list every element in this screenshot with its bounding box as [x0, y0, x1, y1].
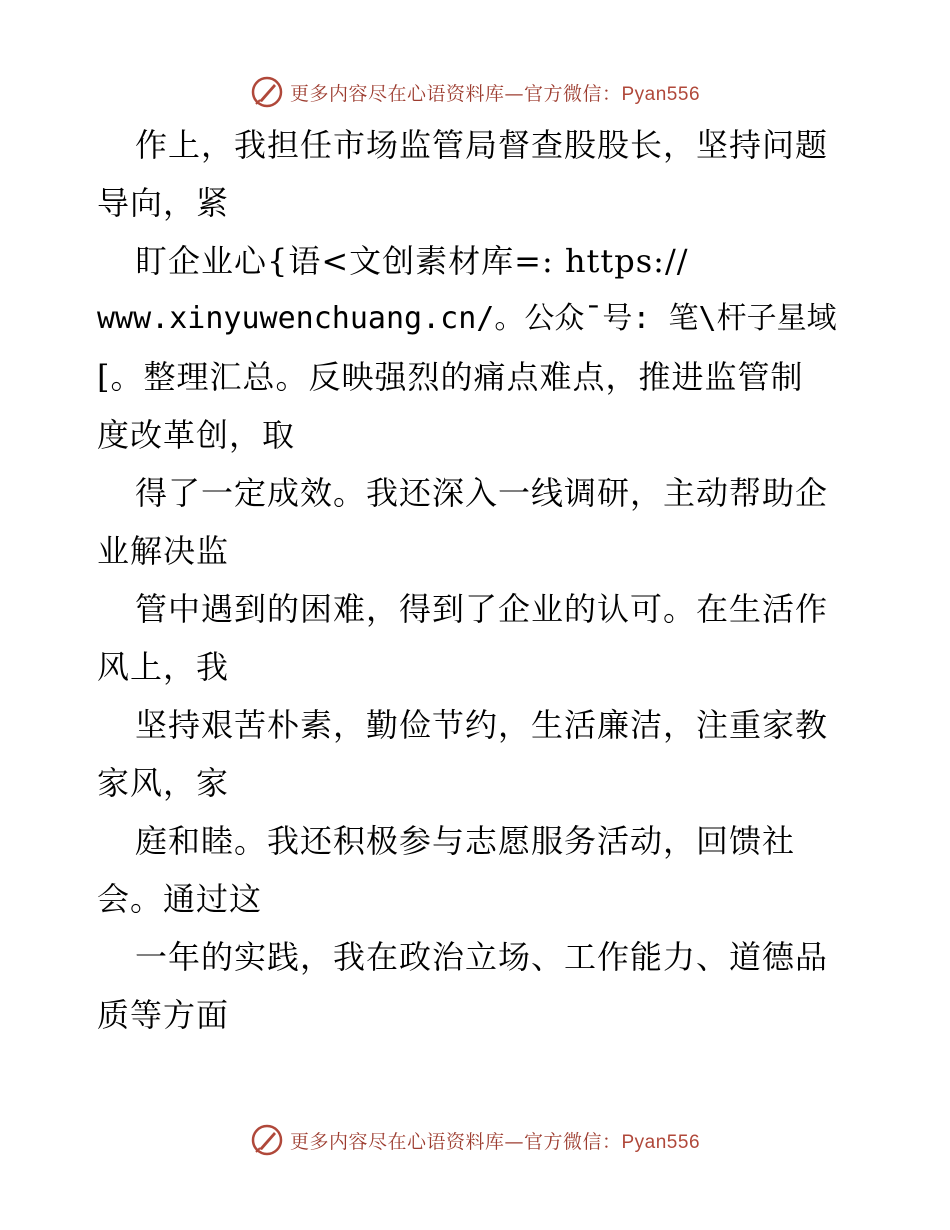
body-line: 风上，我: [97, 648, 230, 686]
body-line: 会。通过这: [97, 880, 263, 918]
footer-text: 更多内容尽在心语资料库—官方微信：Pyan556: [289, 1130, 701, 1153]
body-line: www.xinyuwenchuang.cn/。公众¯号: 笔\杆子星域: [97, 301, 837, 336]
document-body: [97, 116, 857, 1044]
body-line: 庭和睦。我还积极参与志愿服务活动，回馈社: [135, 822, 796, 860]
body-line: 管中遇到的困难，得到了企业的认可。在生活作: [135, 590, 829, 628]
body-line: 导向，紧: [97, 184, 230, 222]
quill-logo-icon: [250, 75, 284, 109]
body-line: 作上，我担任市场监管局督查股股长，坚持问题: [135, 126, 829, 164]
body-line: 一年的实践，我在政治立场、工作能力、道德品: [135, 938, 829, 976]
header-text: 更多内容尽在心语资料库—官方微信：Pyan556: [289, 82, 701, 105]
body-line: 得了一定成效。我还深入一线调研，主动帮助企: [135, 474, 829, 512]
quill-logo-icon: [250, 1123, 284, 1157]
body-line: 质等方面: [97, 996, 230, 1034]
body-line: 业解决监: [97, 532, 230, 570]
body-line: 盯企业心{语<文创素材库=: https://: [135, 242, 689, 280]
body-line: 家风，家: [97, 764, 230, 802]
body-line: [。整理汇总。反映强烈的痛点难点，推进监管制: [97, 358, 804, 396]
body-line: 度改革创，取: [97, 416, 296, 454]
header-watermark: [0, 72, 950, 112]
body-line: 坚持艰苦朴素，勤俭节约，生活廉洁，注重家教: [135, 706, 829, 744]
footer-watermark: [0, 1120, 950, 1160]
